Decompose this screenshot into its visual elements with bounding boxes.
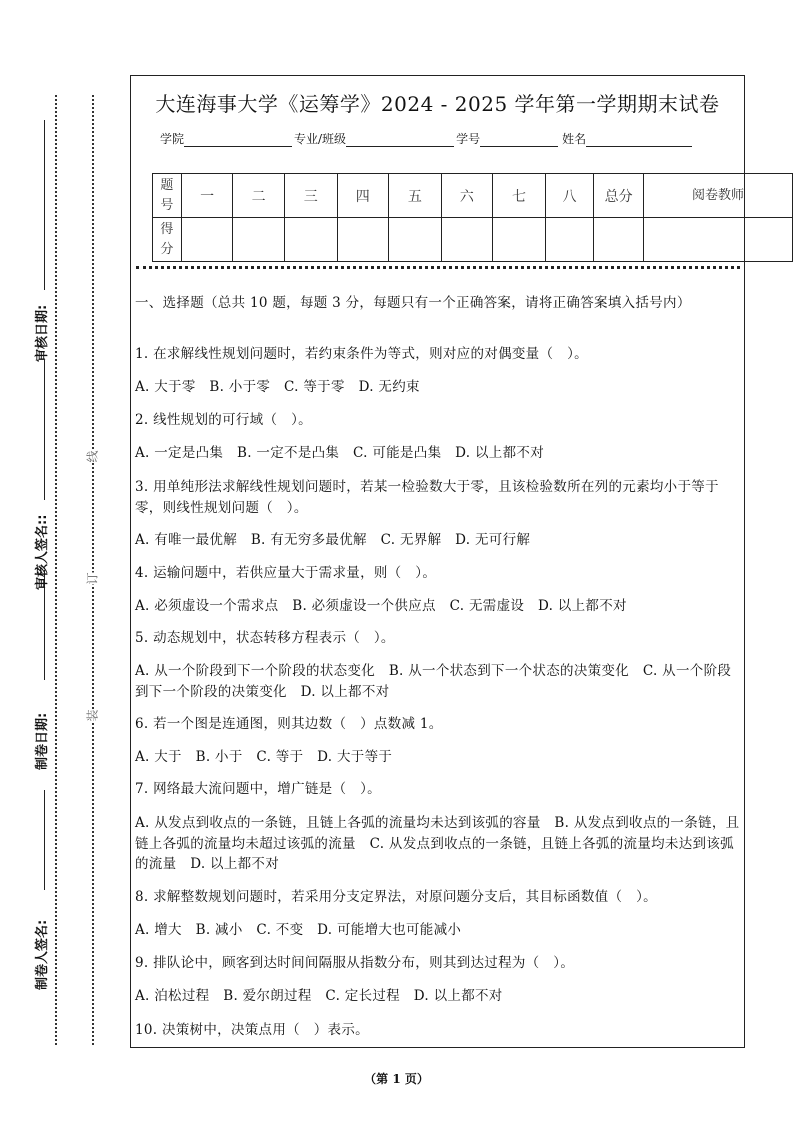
student-info [160,130,694,147]
question-9: 9. 排队论中，顾客到达时间间隔服从指数分布，则其到达过程为（ ）。 [135,955,575,971]
score-cell[interactable] [643,218,792,262]
page-number: （第 1 页） [364,1072,429,1086]
options-1: A. 大于零 B. 小于零 C. 等于零 D. 无约束 [135,379,420,395]
question-1: 1. 在求解线性规划问题时，若约束条件为等式，则对应的对偶变量（ ）。 [135,346,588,362]
header-cell: 阅卷教师 [643,174,792,218]
options-5: A. 从一个阶段到下一个阶段的状态变化 B. 从一个状态到下一个状态的决策变化 C. 从一个阶段到下一个阶段的决策变化 D. 以上都不对 [135,663,732,700]
reviewer-signature-label: 审核人签名:: [35,514,50,590]
header-cell: 七 [493,174,546,218]
options-9: A. 泊松过程 B. 爱尔朗过程 C. 定长过程 D. 以上都不对 [135,988,503,1004]
review-date-label: 审核日期: [35,304,50,362]
header-cell: 三 [284,174,337,218]
preparer-signature-label: 制卷人签名: [35,919,50,990]
major-label: 专业/班级 [294,132,347,146]
options-8: A. 增大 B. 减小 C. 不变 D. 可能增大也可能减小 [135,922,462,938]
header-cell: 八 [545,174,594,218]
header-cell: 题号 [153,174,182,218]
margin-mark-ding: 订 [85,572,100,585]
score-cell[interactable] [594,218,644,262]
name-field[interactable] [586,132,692,147]
dotted-separator [136,266,740,269]
question-6: 6. 若一个图是连通图，则其边数（ ）点数减 1。 [135,716,443,732]
score-cell[interactable] [233,218,285,262]
exam-title: 大连海事大学《运筹学》2024 - 2025 学年第一学期期末试卷 [155,92,720,116]
id-field[interactable] [480,132,558,147]
question-8: 8. 求解整数规划问题时，若采用分支定界法，对原问题分支后，其目标函数值（ ）。 [135,889,657,905]
options-7: A. 从发点到收点的一条链，且链上各弧的流量均未达到该弧的容量 B. 从发点到收点的一条链，且链上各弧的流量均未超过该弧的流量 C. 从发点到收点的一条链，且链上各弧的流量均未达到该弧的流量 D. 以上都不对 [135,815,740,872]
options-2: A. 一定是凸集 B. 一定不是凸集 C. 可能是凸集 D. 以上都不对 [135,445,544,461]
binding-line-inner [92,95,94,1045]
header-cell: 二 [233,174,285,218]
name-label: 姓名 [562,132,587,146]
question-5: 5. 动态规划中，状态转移方程表示（ ）。 [135,630,395,646]
score-cell[interactable] [389,218,442,262]
score-table [152,173,793,262]
score-cell[interactable] [493,218,546,262]
options-4: A. 必须虚设一个需求点 B. 必须虚设一个供应点 C. 无需虚设 D. 以上都不对 [135,598,627,614]
score-cell[interactable] [441,218,493,262]
question-4: 4. 运输问题中，若供应量大于需求量，则（ ）。 [135,565,437,581]
major-field[interactable] [346,132,454,147]
header-cell: 总分 [594,174,644,218]
question-3: 3. 用单纯形法求解线性规划问题时，若某一检验数大于零，且该检验数所在列的元素均小于等于零，则线性规划问题（ ）。 [135,479,719,516]
score-cell[interactable] [337,218,389,262]
options-6: A. 大于 B. 小于 C. 等于 D. 大于等于 [135,749,393,765]
score-cell[interactable] [284,218,337,262]
binding-line-outer [55,95,57,1045]
sig-line [44,360,46,500]
section-heading: 一、选择题（总共 10 题，每题 3 分，每题只有一个正确答案，请将正确答案填入括号内） [135,295,691,311]
score-cell[interactable] [545,218,594,262]
score-row [153,218,793,262]
sig-line [44,120,46,290]
header-cell: 六 [441,174,493,218]
question-2: 2. 线性规划的可行域（ ）。 [135,412,312,428]
margin-mark-xian: 线 [85,450,100,463]
header-cell: 一 [181,174,233,218]
score-row-label: 得分 [153,218,182,262]
prepare-date-label: 制卷日期: [35,712,50,770]
id-label: 学号 [456,132,481,146]
score-header-row [153,174,793,218]
margin-mark-zhuang: 装 [85,709,100,722]
question-7: 7. 网络最大流问题中，增广链是（ ）。 [135,781,381,797]
college-label: 学院 [160,132,185,146]
sig-line [44,790,46,890]
question-10: 10. 决策树中，决策点用（ ）表示。 [135,1022,369,1038]
options-3: A. 有唯一最优解 B. 有无穷多最优解 C. 无界解 D. 无可行解 [135,532,531,548]
college-field[interactable] [184,132,292,147]
score-cell[interactable] [181,218,233,262]
header-cell: 五 [389,174,442,218]
header-cell: 四 [337,174,389,218]
